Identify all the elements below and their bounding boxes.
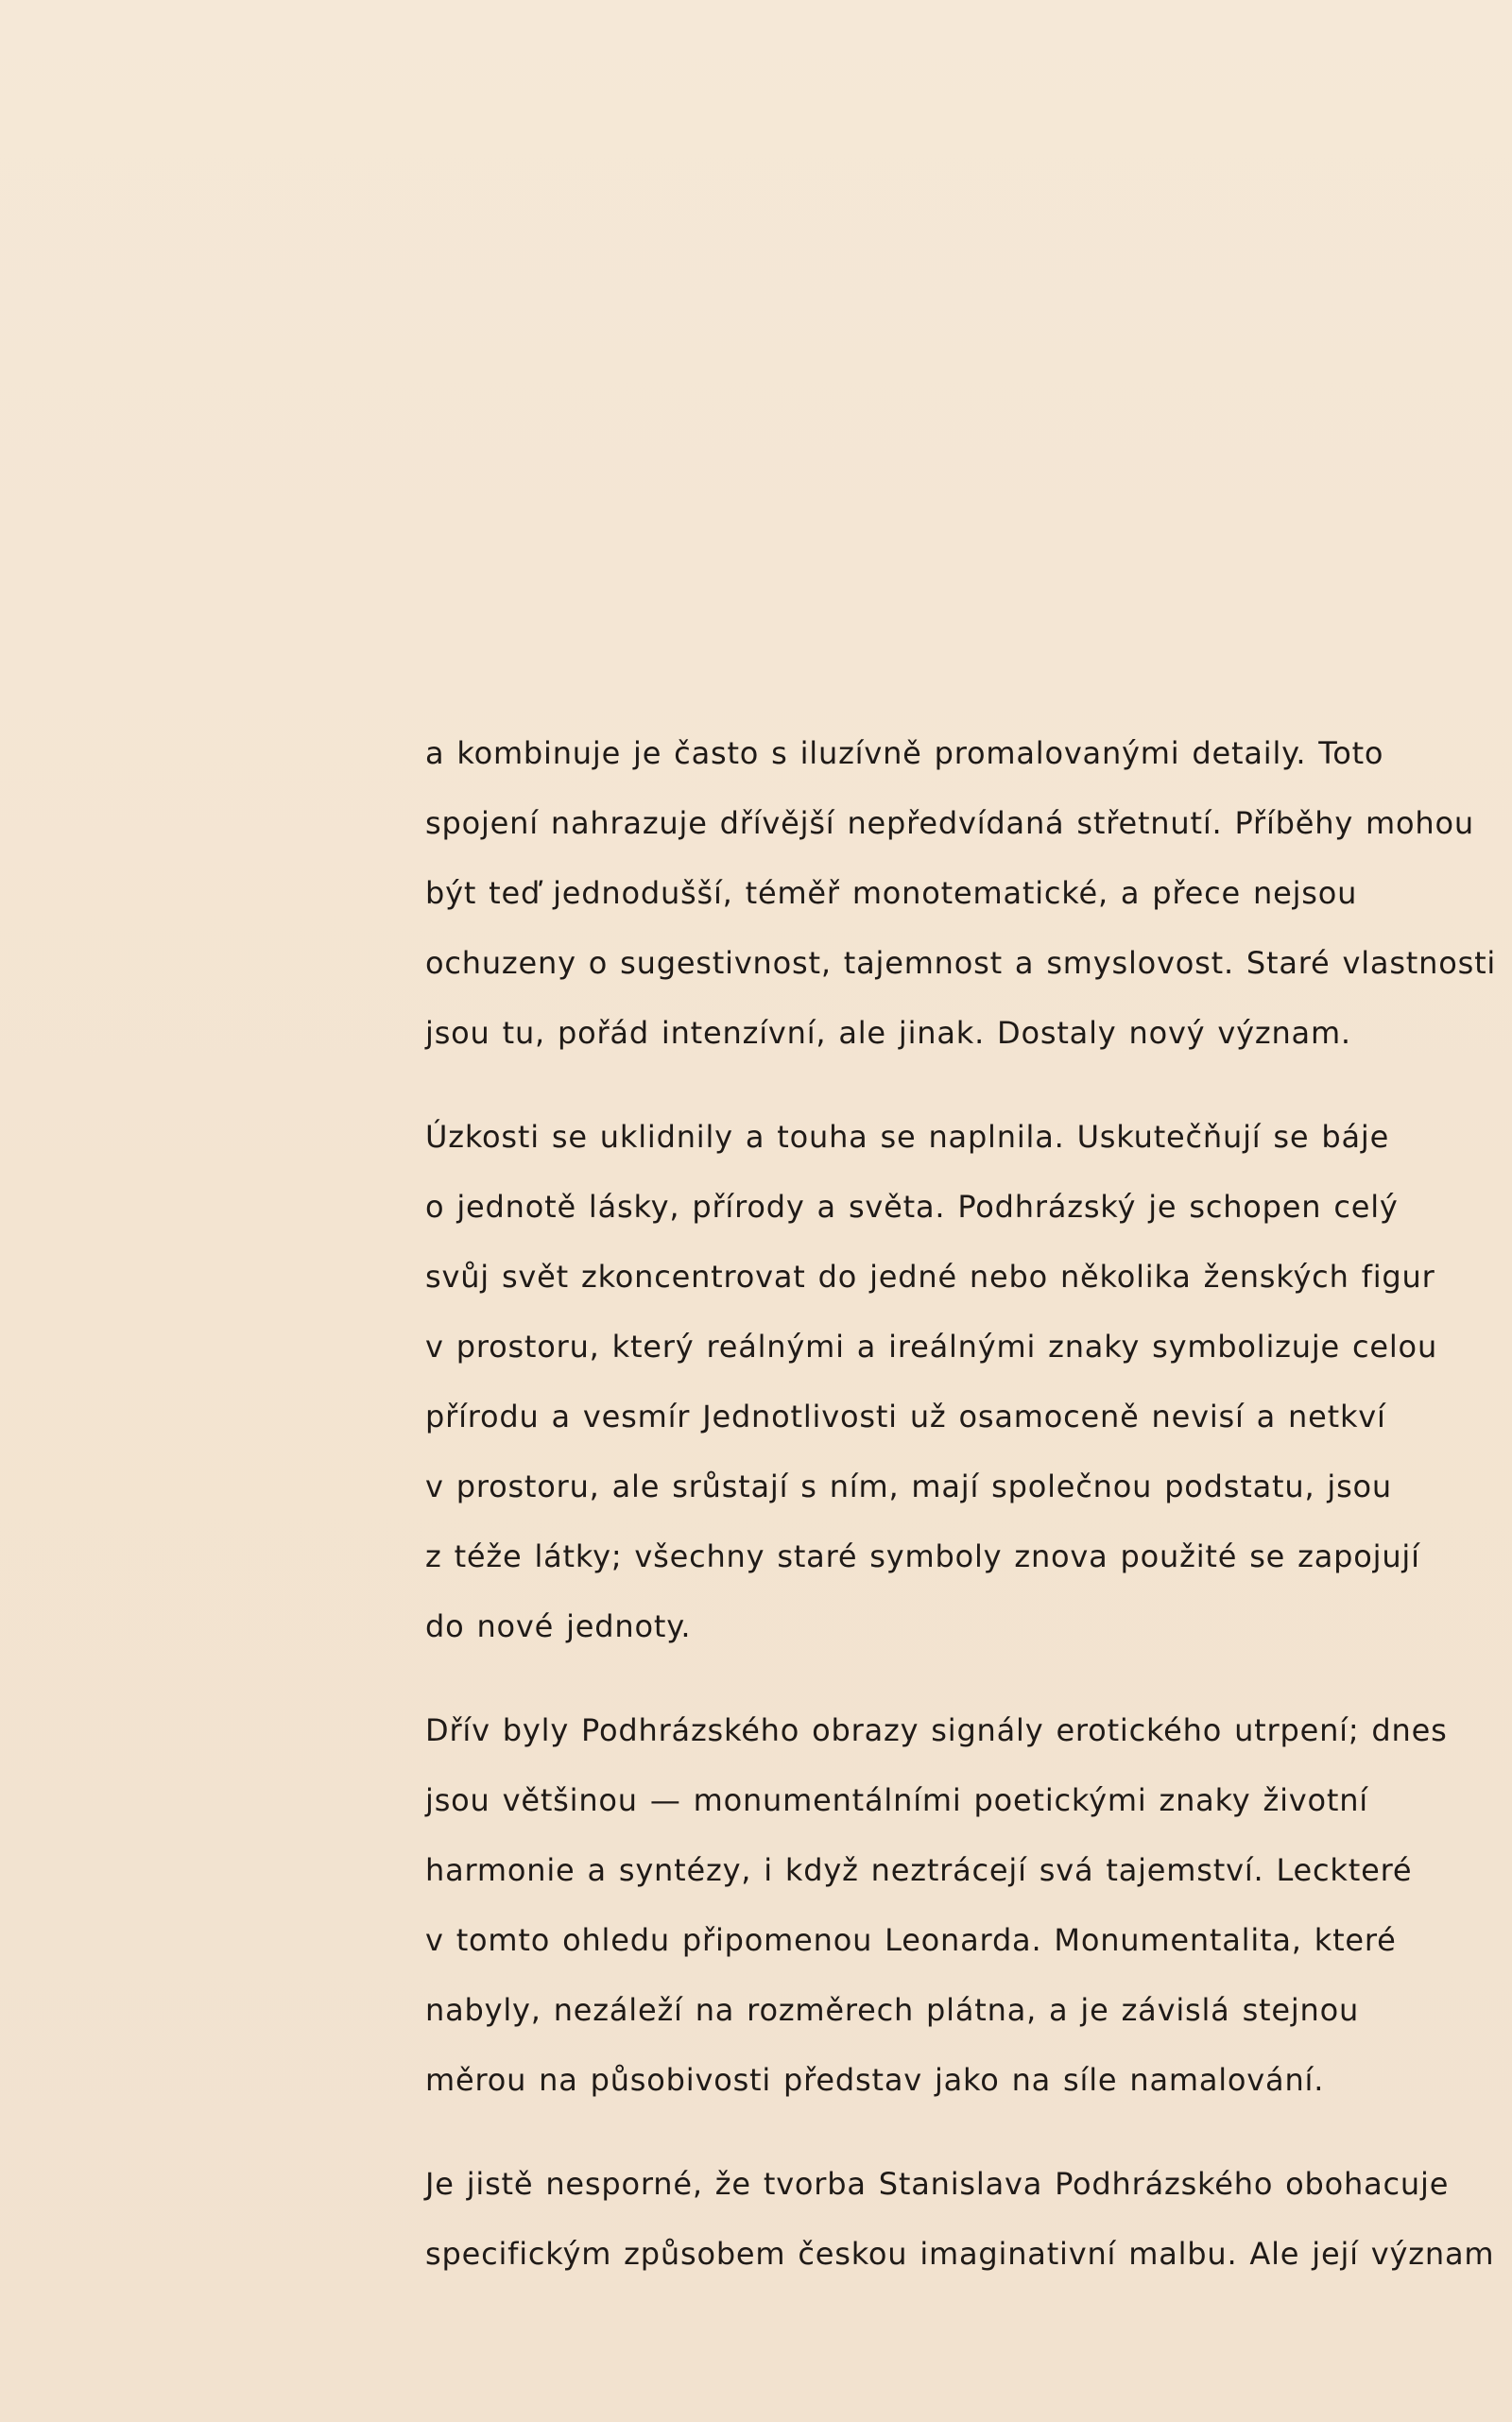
text-line: v prostoru, ale srůstají s ním, mají společnou podstatu, jsou (425, 1469, 1393, 1504)
body-text (425, 718, 1497, 2289)
text-line: být teď jednodušší, téměř monotematické, a přece nejsou (425, 875, 1358, 911)
text-line: nabyly, nezáleží na rozměrech plátna, a je závislá stejnou (425, 1992, 1360, 2028)
text-line: a kombinuje je často s iluzívně promalovanými detaily. Toto (425, 735, 1384, 771)
text-line: o jednotě lásky, přírody a světa. Podhrázský je schopen celý (425, 1189, 1399, 1225)
text-line: spojení nahrazuje dřívější nepředvídaná střetnutí. Příběhy mohou (425, 805, 1474, 841)
text-line: Je jistě nesporné, že tvorba Stanislava Podhrázského obohacuje (425, 2166, 1450, 2202)
paragraph-1 (425, 718, 1497, 1068)
paragraph-spacer (425, 1661, 1484, 1695)
text-line: Dřív byly Podhrázského obrazy signály erotického utrpení; dnes (425, 1712, 1448, 1748)
text-line: harmonie a syntézy, i když neztrácejí svá tajemství. Leckteré (425, 1852, 1413, 1888)
text-line: v prostoru, který reálnými a ireálnými znaky symbolizuje celou (425, 1329, 1438, 1365)
paragraph-4 (425, 2149, 1495, 2289)
text-line: do nové jednoty. (425, 1608, 692, 1644)
text-line: přírodu a vesmír Jednotlivosti už osamoceně nevisí a netkví (425, 1399, 1386, 1434)
text-line: v tomto ohledu připomenou Leonarda. Monumentalita, které (425, 1922, 1397, 1958)
paragraph-spacer (425, 1068, 1484, 1102)
text-line: jsou většinou — monumentálními poetickými znaky životní (425, 1782, 1368, 1818)
text-line: ochuzeny o sugestivnost, tajemnost a smyslovost. Staré vlastnosti (425, 945, 1497, 981)
text-line: z téže látky; všechny staré symboly znova použité se zapojují (425, 1538, 1420, 1574)
text-line: měrou na působivosti představ jako na síle namalování. (425, 2062, 1325, 2098)
text-line: specifickým způsobem českou imaginativní malbu. Ale její význam (425, 2236, 1495, 2272)
text-line: jsou tu, pořád intenzívní, ale jinak. Dostaly nový význam. (425, 1015, 1351, 1051)
paragraph-2 (425, 1102, 1484, 1661)
text-line: svůj svět zkoncentrovat do jedné nebo několika ženských figur (425, 1259, 1435, 1295)
paragraph-spacer (425, 2115, 1484, 2149)
paragraph-3 (425, 1695, 1484, 2115)
text-line: Úzkosti se uklidnily a touha se naplnila. Uskutečňují se báje (425, 1119, 1390, 1155)
